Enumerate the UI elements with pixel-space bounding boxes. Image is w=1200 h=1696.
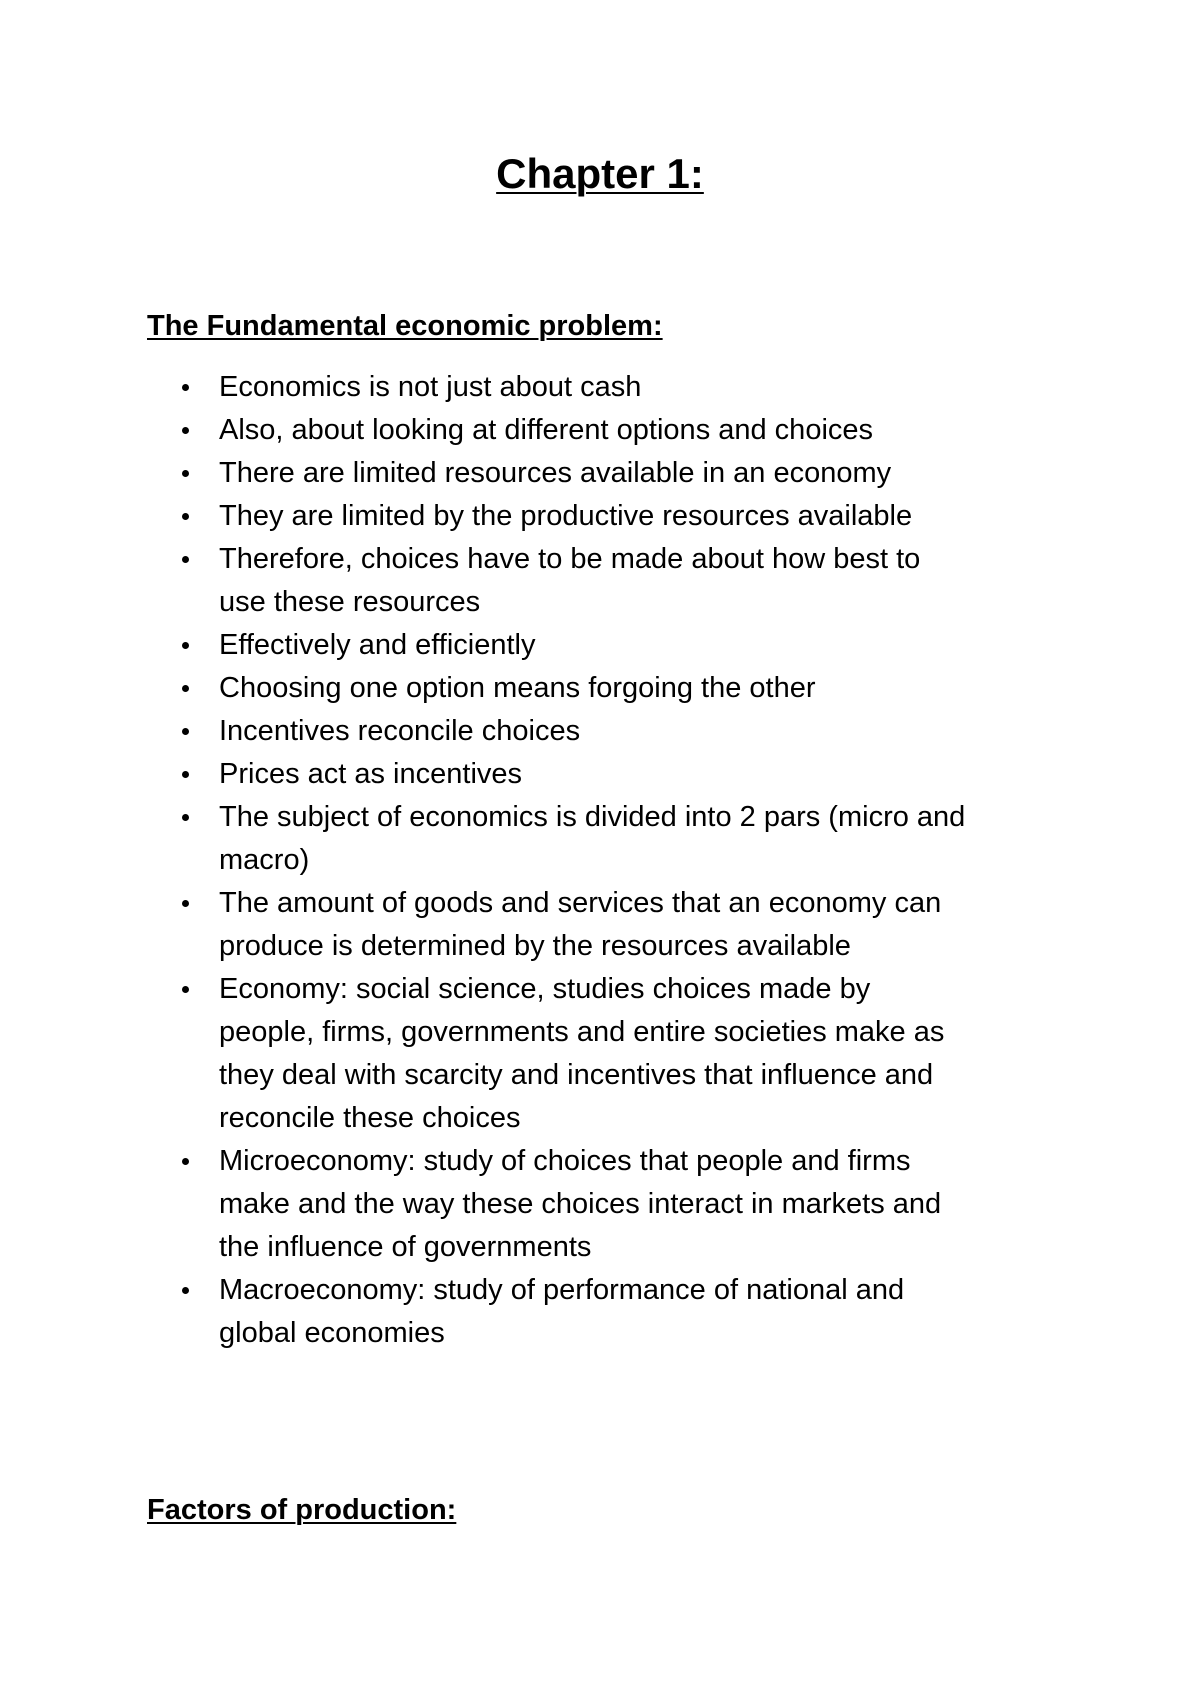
list-item-text: Incentives reconcile choices [219,715,581,747]
list-item-text: The subject of economics is divided into 2 pars (micro and macro) [219,801,966,876]
list-item [182,667,1082,710]
list-item [182,1140,1082,1269]
chapter-title: Chapter 1: [496,150,704,197]
bullet-icon [182,427,189,434]
bullet-icon [182,728,189,735]
bullet-icon [182,556,189,563]
list-item [182,882,1082,968]
bullet-icon [182,986,189,993]
bullet-icon [182,900,189,907]
bullet-icon [182,685,189,692]
list-item [182,366,1082,409]
list-item [182,409,1082,452]
bullet-icon [182,814,189,821]
bullet-icon [182,1287,189,1294]
bullet-list [182,366,1082,1355]
list-item-text: Macroeconomy: study of performance of national and global economies [219,1274,905,1349]
list-item-text: Also, about looking at different options and choices [219,414,874,446]
list-item [182,452,1082,495]
bullet-icon [182,513,189,520]
bullet-icon [182,470,189,477]
section-heading-factors-of-production: Factors of production: [147,1494,457,1526]
list-item-text: There are limited resources available in an economy [219,457,892,489]
list-item-text: Economics is not just about cash [219,371,642,403]
list-item [182,710,1082,753]
list-item [182,495,1082,538]
list-item-text: Microeconomy: study of choices that people and firms make and the way these choices interact in markets and the influence of governments [219,1145,942,1263]
list-item-text: Choosing one option means forgoing the other [219,672,816,704]
section-heading-fundamental-problem: The Fundamental economic problem: [147,310,663,342]
list-item-text: Therefore, choices have to be made about how best to use these resources [219,543,921,618]
list-item-text: Prices act as incentives [219,758,523,790]
list-item-text: The amount of goods and services that an economy can produce is determined by the resources available [219,887,942,962]
list-item-text: Economy: social science, studies choices made by people, firms, governments and entire societies make as they deal with scarcity and incentives that influence and reconcile these choices [219,973,945,1134]
bullet-icon [182,642,189,649]
list-item [182,538,1082,624]
list-item [182,968,1082,1140]
list-item [182,1269,1082,1355]
bullet-icon [182,1158,189,1165]
list-item-text: They are limited by the productive resources available [219,500,913,532]
list-item-text: Effectively and efficiently [219,629,536,661]
bullet-icon [182,384,189,391]
bullet-icon [182,771,189,778]
list-item [182,753,1082,796]
list-item [182,796,1082,882]
list-item [182,624,1082,667]
